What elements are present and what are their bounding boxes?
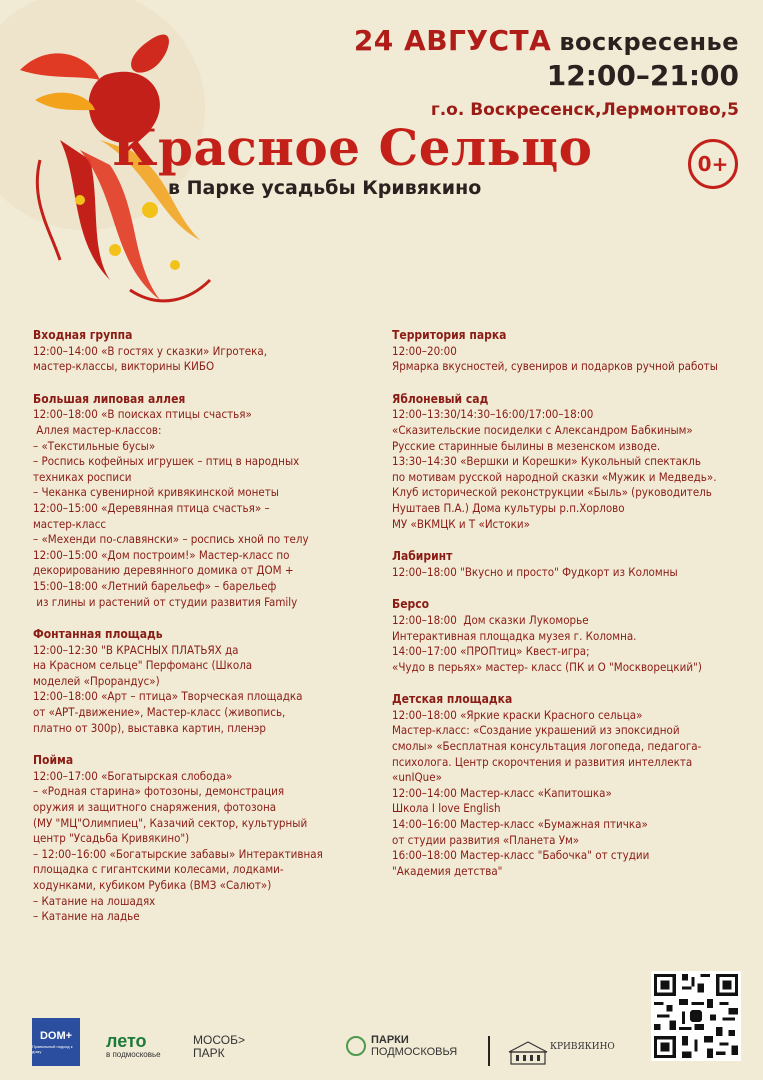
dom-plus-logo: [32, 1018, 80, 1066]
parki-podmoskovya-logo: [346, 1034, 457, 1058]
event-date: 24 АВГУСТА: [353, 24, 552, 57]
program-right-column: [392, 328, 742, 896]
krivyakino-logo: КРИВЯКИНО: [550, 1042, 615, 1052]
event-weekday: воскресенье: [559, 28, 739, 56]
section-title: Территория парка: [392, 328, 507, 342]
event-title: Красное Сельцо: [112, 118, 593, 177]
parki-line2: ПОДМОСКОВЬЯ: [371, 1046, 458, 1058]
event-subtitle: в Парке усадьбы Кривякино: [168, 177, 482, 199]
program-left-column: [33, 328, 363, 942]
section-body: 12:00–18:00 "Вкусно и просто" Фудкорт из Коломны: [392, 564, 678, 579]
section-body: 12:00–12:30 "В КРАСНЫХ ПЛАТЬЯХ да на Красном сельце" Перфоманс (Школа моделей «Прорандус») 12:00–18:00 «Арт – птица» Творческая площадка от «АРТ-движение», Мастер-класс (живопись, платно от 300р), выставка картин, пленэр: [33, 642, 303, 735]
section-title: Пойма: [33, 753, 74, 768]
program-section: [33, 627, 363, 736]
leto-logo-text: лето: [106, 1031, 147, 1051]
mosobpark-logo: [193, 1034, 245, 1060]
section-body: 12:00–18:00 Дом сказки Лукоморье Интерактивная площадка музея г. Коломна. 14:00–17:00 «ПРОПтиц» Квест-игра; «Чудо в перьях» мастер- класс (ПК и О "Москворецкий"): [392, 612, 702, 674]
section-body: 12:00–17:00 «Богатырская слобода» – «Родная старина» фотозоны, демонстрация оружия и защитного снаряжения, фотозона (МУ "МЦ"Олимпиец", Казачий сектор, культурный центр "Усадьба Кривякино") – 12:00–16:00 «Богатырские забавы» Интерактивная площадка с гигантскими колесами, лодками- ходунками, кубиком Рубика (ВМЗ «Салют») – Катание на лошадях – Катание на ладье: [33, 768, 323, 924]
section-body: 12:00–18:00 «Яркие краски Красного сельца» Мастер-класс: «Создание украшений из эпоксидной смолы» «Бесплатная консультация логопеда, педагога- психолога. Центр скорочтения и развития интеллекта «unIQue» 12:00–14:00 Мастер-класс «Капитошка» Школа I love English 14:00–16:00 Мастер-класс «Бумажная птичка» от студии развития «Планета Ум» 16:00–18:00 Мастер-класс "Бабочка" от студии "Академия детства": [392, 707, 702, 878]
event-date-line: [354, 24, 739, 57]
parki-line1: ПАРКИ: [371, 1034, 409, 1046]
event-time: 12:00–21:00: [546, 59, 739, 92]
section-body: 12:00–18:00 «В поисках птицы счастья» Аллея мастер-классов: – «Текстильные бусы» – Роспись кофейных игрушек – птиц в народных техниках росписи – Чеканка сувенирной кривякинской монеты 12:00–15:00 «Деревянная птица счастья» – мастер-класс – «Мехенди по-славянски» – роспись хной по телу 12:00–15:00 «Дом построим!» Мастер-класс по декорированию деревянного домика от ДОМ + 15:00–18:00 «Летний барельеф» – барельеф из глины и растений от студии развития Family: [33, 407, 309, 609]
section-title: Яблоневый сад: [392, 391, 489, 406]
program-section: [392, 549, 742, 580]
program-section: [33, 753, 363, 925]
section-body: 12:00–20:00 Ярмарка вкусностей, сувениров и подарков ручной работы: [392, 343, 718, 374]
logo-divider: [488, 1036, 490, 1066]
mosobpark-line1: МОСОБ>: [193, 1033, 245, 1047]
event-address: г.о. Воскресенск,Лермонтово,5: [430, 100, 739, 120]
section-title: Берсо: [392, 597, 430, 612]
leto-v-podmoskovye-logo: [106, 1032, 161, 1059]
mosobpark-line2: ПАРК: [193, 1046, 225, 1060]
program-section: [392, 328, 742, 375]
program-section: [392, 692, 742, 879]
section-body: 12:00–14:00 «В гостях у сказки» Игротека, мастер-классы, викторины КИБО: [33, 343, 268, 374]
program-section: [392, 597, 742, 675]
section-title: Входная группа: [33, 328, 133, 342]
program-section: [33, 392, 363, 610]
section-title: Большая липовая аллея: [33, 391, 186, 406]
section-title: Фонтанная площадь: [33, 627, 163, 642]
section-title: Лабиринт: [392, 549, 453, 564]
partner-logos: [0, 1010, 763, 1080]
section-body: 12:00–13:30/14:30–16:00/17:00–18:00 «Сказительские посиделки с Александром Бабкиным» Русские старинные былины в мезенском изводе. 13:30–14:30 «Вершки и Корешки» Кукольный спектакль по мотивам русской народной сказки «Мужик и Медведь». Клуб исторической реконструкции «Быль» (руководитель Нуштаев П.А.) Дома культуры р.п.Хорлово МУ «ВКМЦК и Т «Истоки»: [392, 407, 717, 531]
dom-plus-logo-text: DOM+: [39, 1030, 73, 1042]
event-header: [354, 24, 739, 120]
program-section: [392, 392, 742, 532]
leto-logo-subtext: в подмосковье: [106, 1050, 161, 1059]
program-section: [33, 328, 363, 375]
dom-plus-tagline: Правильный подход к дому: [32, 1044, 73, 1054]
section-title: Детская площадка: [392, 692, 513, 707]
age-rating-badge: 0+: [688, 139, 738, 189]
estate-building-icon: [505, 1032, 551, 1068]
leaf-icon: [346, 1036, 366, 1056]
